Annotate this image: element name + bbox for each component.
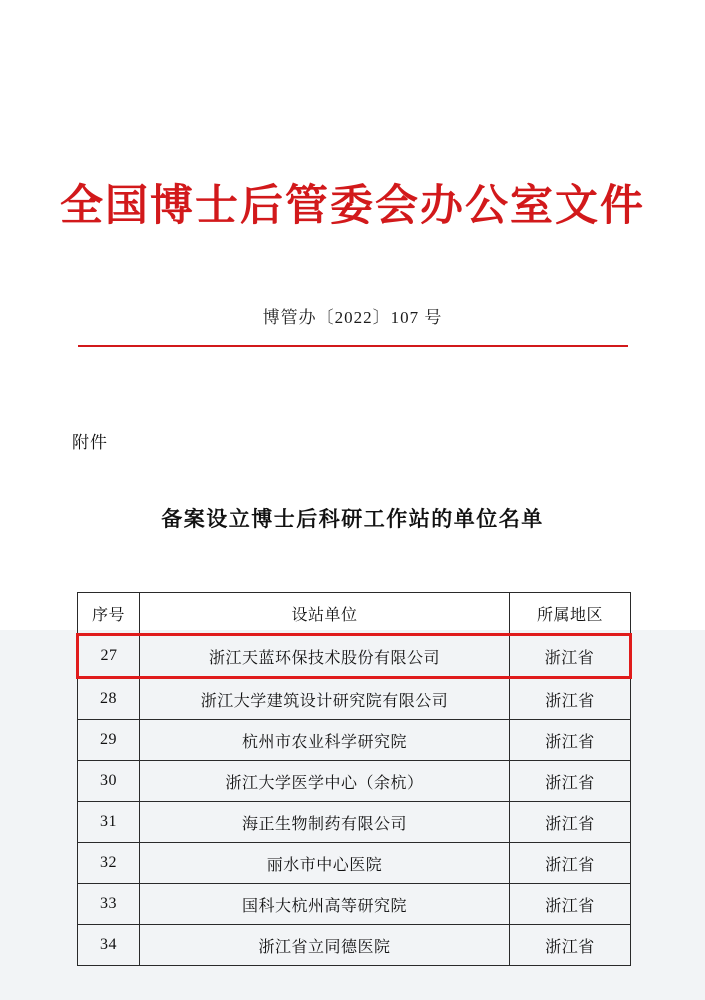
cell-no: 28 [78, 678, 140, 720]
cell-unit: 国科大杭州高等研究院 [140, 884, 510, 925]
cell-no: 32 [78, 843, 140, 884]
cell-unit: 杭州市农业科学研究院 [140, 720, 510, 761]
cell-unit: 浙江天蓝环保技术股份有限公司 [140, 635, 510, 678]
cell-no: 27 [78, 635, 140, 678]
table-row [78, 635, 631, 678]
cell-region: 浙江省 [510, 802, 631, 843]
red-divider-rule [78, 345, 628, 347]
table-row [78, 678, 631, 720]
cell-region: 浙江省 [510, 884, 631, 925]
cell-no: 30 [78, 761, 140, 802]
table-row [78, 802, 631, 843]
column-header-region: 所属地区 [510, 593, 631, 635]
cell-no: 29 [78, 720, 140, 761]
table-body [78, 635, 631, 966]
table-row [78, 925, 631, 966]
cell-region: 浙江省 [510, 635, 631, 678]
list-title: 备案设立博士后科研工作站的单位名单 [161, 507, 544, 531]
cell-region: 浙江省 [510, 761, 631, 802]
column-header-no: 序号 [78, 593, 140, 635]
unit-list-table [76, 592, 632, 966]
cell-no: 31 [78, 802, 140, 843]
cell-region: 浙江省 [510, 720, 631, 761]
table-row [78, 720, 631, 761]
column-header-unit: 设站单位 [140, 593, 510, 635]
cell-unit: 浙江大学医学中心（余杭） [140, 761, 510, 802]
cell-no: 33 [78, 884, 140, 925]
cell-region: 浙江省 [510, 925, 631, 966]
cell-region: 浙江省 [510, 678, 631, 720]
cell-region: 浙江省 [510, 843, 631, 884]
attachment-label: 附件 [72, 433, 108, 452]
cell-unit: 浙江大学建筑设计研究院有限公司 [140, 678, 510, 720]
table-row [78, 843, 631, 884]
document-title: 全国博士后管委会办公室文件 [60, 181, 645, 231]
cell-no: 34 [78, 925, 140, 966]
document-number: 博管办〔2022〕107 号 [262, 308, 443, 327]
table-row [78, 884, 631, 925]
cell-unit: 浙江省立同德医院 [140, 925, 510, 966]
cell-unit: 海正生物制药有限公司 [140, 802, 510, 843]
cell-unit: 丽水市中心医院 [140, 843, 510, 884]
table-header-row [78, 593, 631, 635]
table-row [78, 761, 631, 802]
